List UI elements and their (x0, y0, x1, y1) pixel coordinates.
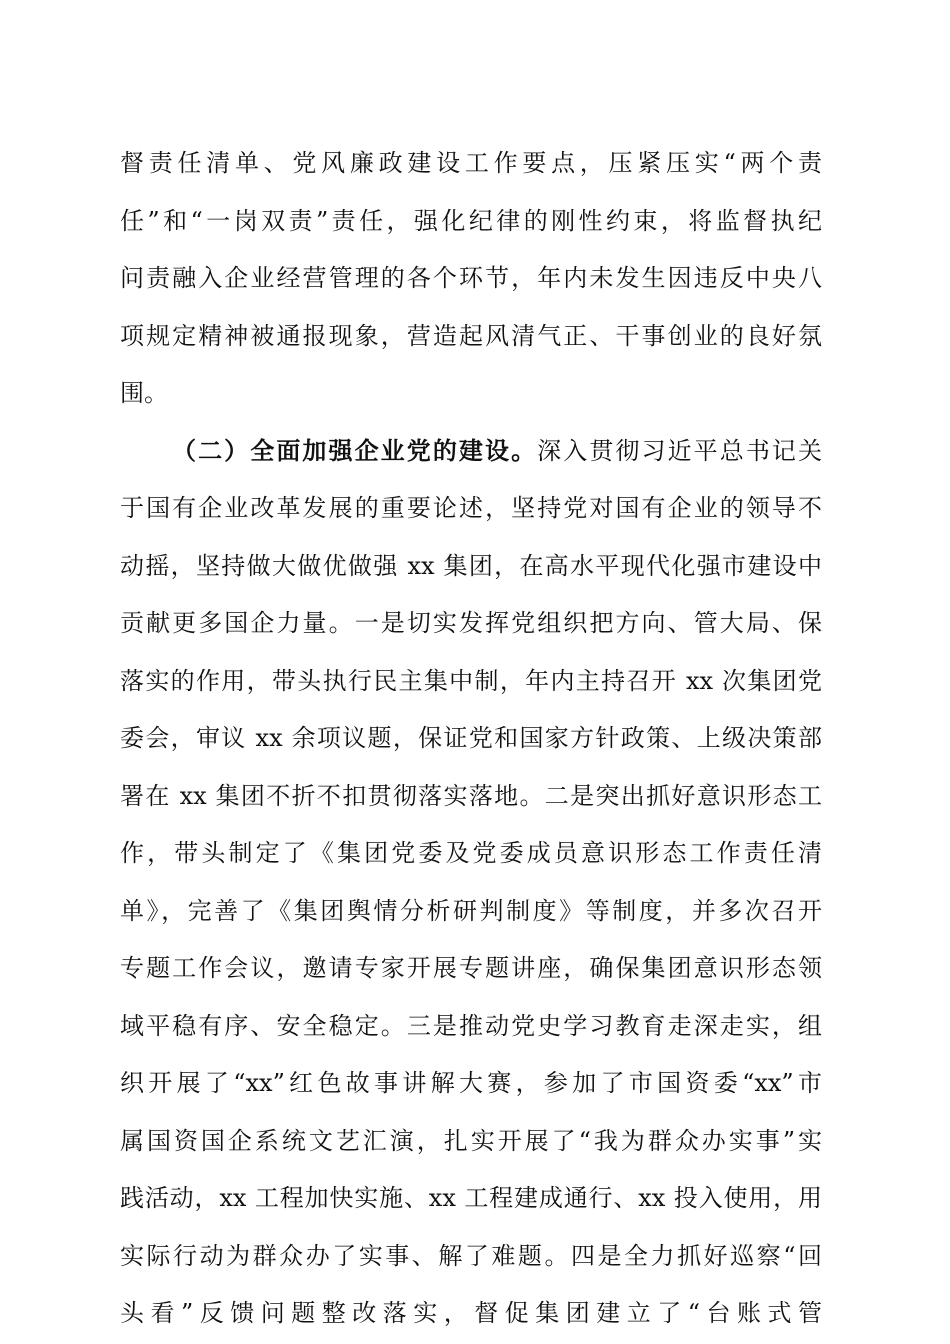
text-line: 作，带头制定了《集团党委及党委成员意识形态工作责任清 (120, 839, 822, 867)
text-line: 委会，审议 xx 余项议题，保证党和国家方针政策、上级决策部 (120, 724, 822, 752)
text-line: 署在 xx 集团不折不扣贯彻落实落地。二是突出抓好意识形态工 (120, 782, 822, 810)
text-line: 问责融入企业经营管理的各个环节，年内未发生因违反中央八 (120, 264, 822, 292)
text-line: 落实的作用，带头执行民主集中制，年内主持召开 xx 次集团党 (120, 667, 822, 695)
text-line: 实际行动为群众办了实事、解了难题。四是全力抓好巡察“回 (120, 1242, 822, 1270)
text-line: 项规定精神被通报现象，营造起风清气正、干事创业的良好氛 (120, 322, 822, 350)
text-line: 域平稳有序、安全稳定。三是推动党史学习教育走深走实，组 (120, 1012, 822, 1040)
text-line: 围。 (120, 379, 168, 407)
text-line: 督责任清单、党风廉政建设工作要点，压紧压实“两个责 (120, 149, 822, 177)
text-line: 贡献更多国企力量。一是切实发挥党组织把方向、管大局、保 (120, 609, 822, 637)
text-line: 属国资国企系统文艺汇演，扎实开展了“我为群众办实事”实 (120, 1127, 822, 1155)
text-line: 于国有企业改革发展的重要论述，坚持党对国有企业的领导不 (120, 494, 822, 522)
section-heading: （二）全面加强企业党的建设。 (172, 437, 538, 465)
text-line: 头看”反馈问题整改落实，督促集团建立了“台账式管 (120, 1299, 822, 1327)
text-run: 深入贯彻习近平总书记关 (537, 437, 823, 465)
text-line-first (172, 432, 822, 470)
text-line: 践活动，xx 工程加快实施、xx 工程建成通行、xx 投入使用，用 (120, 1184, 822, 1212)
text-line: 专题工作会议，邀请专家开展专题讲座，确保集团意识形态领 (120, 954, 822, 982)
text-line: 单》，完善了《集团舆情分析研判制度》等制度，并多次召开 (120, 897, 822, 925)
text-line: 织开展了“xx”红色故事讲解大赛，参加了市国资委“xx”市 (120, 1069, 822, 1097)
text-line: 动摇，坚持做大做优做强 xx 集团，在高水平现代化强市建设中 (120, 552, 822, 580)
text-line: 任”和“一岗双责”责任，强化纪律的刚性约束，将监督执纪 (120, 207, 822, 235)
